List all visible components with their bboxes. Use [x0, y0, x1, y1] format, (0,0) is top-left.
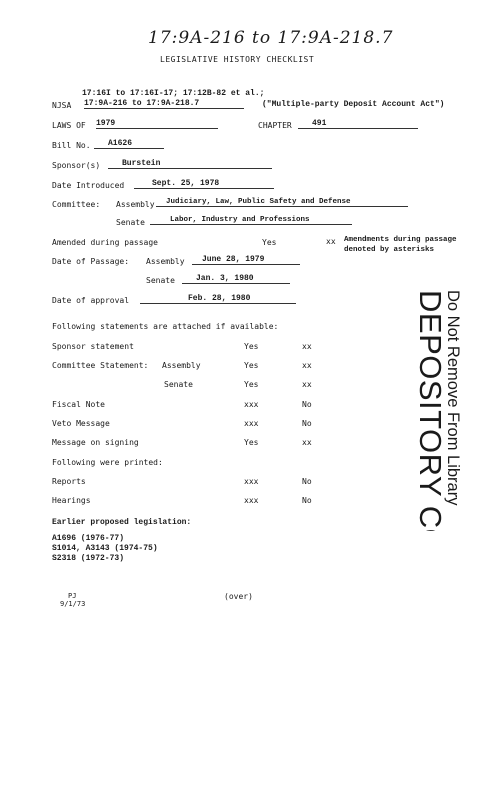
njsa-value: 17:9A-216 to 17:9A-218.7: [84, 99, 244, 109]
over-note: (over): [224, 592, 253, 601]
depository-stamp: [360, 286, 480, 531]
hearings-label: Hearings: [52, 496, 91, 505]
committee-senate-label: Senate: [116, 218, 145, 227]
veto-message-label: Veto Message: [52, 419, 110, 428]
committee-statement-senate-yes: Yes: [244, 380, 259, 389]
passage-assembly-label: Assembly: [146, 257, 185, 266]
fiscal-note-label: Fiscal Note: [52, 400, 105, 409]
handwritten-statute-range: 17:9A-216 to 17:9A-218.7: [148, 28, 394, 48]
committee-assembly-value: Judiciary, Law, Public Safety and Defense: [156, 198, 408, 207]
passage-senate-value: Jan. 3, 1980: [182, 274, 290, 284]
laws-of-label: LAWS OF: [52, 121, 86, 130]
njsa-label: NJSA: [52, 101, 72, 110]
committee-label: Committee:: [52, 200, 101, 209]
reports-no: No: [302, 477, 312, 486]
footer-date: 9/1/73: [60, 600, 86, 608]
earlier-legislation-item: A1696 (1976-77): [52, 534, 125, 543]
chapter-number: 491: [298, 119, 418, 129]
amended-note-line1: Amendments during passage: [344, 236, 457, 244]
bill-number: A1626: [94, 139, 164, 149]
approval-value: Feb. 28, 1980: [140, 294, 296, 304]
stamp-line-2: Do Not Remove From Library: [444, 290, 462, 506]
amended-note-line2: denoted by asterisks: [344, 246, 435, 254]
committee-statement-label: Committee Statement:: [52, 361, 149, 370]
hearings-yes: xxx: [244, 496, 259, 505]
stamp-line-1: DEPOSITORY COPY: [413, 290, 448, 531]
statute-refs-line: 17:16I to 17:16I-17; 17:12B-82 et al.;: [82, 89, 265, 98]
amended-no-struck: xx: [326, 237, 336, 246]
amended-yes: Yes: [262, 238, 277, 247]
hearings-no: No: [302, 496, 312, 505]
committee-statement-senate-label: Senate: [164, 380, 193, 389]
sponsor-statement-label: Sponsor statement: [52, 342, 134, 351]
committee-senate-value: Labor, Industry and Professions: [150, 216, 352, 225]
veto-message-yes: xxx: [244, 419, 259, 428]
committee-assembly-label: Assembly: [116, 200, 155, 209]
earlier-legislation-item: S1014, A3143 (1974-75): [52, 544, 158, 553]
message-on-signing-yes: Yes: [244, 438, 259, 447]
date-introduced-value: Sept. 25, 1978: [134, 179, 274, 189]
act-name: ("Multiple-party Deposit Account Act"): [262, 100, 445, 109]
sponsor-statement-no: xx: [302, 342, 312, 351]
earlier-legislation-item: S2318 (1972-73): [52, 554, 125, 563]
printed-heading: Following were printed:: [52, 458, 163, 467]
footer-initials: PJ: [68, 592, 77, 600]
laws-year: 1979: [96, 119, 218, 129]
earlier-legislation-heading: Earlier proposed legislation:: [52, 518, 192, 527]
page-title: LEGISLATIVE HISTORY CHECKLIST: [160, 55, 315, 64]
date-introduced-label: Date Introduced: [52, 181, 125, 190]
chapter-label: CHAPTER: [258, 121, 292, 130]
fiscal-note-yes: xxx: [244, 400, 259, 409]
fiscal-note-no: No: [302, 400, 312, 409]
approval-label: Date of approval: [52, 296, 130, 305]
committee-statement-assembly-no: xx: [302, 361, 312, 370]
reports-label: Reports: [52, 477, 86, 486]
statements-heading: Following statements are attached if available:: [52, 322, 279, 331]
sponsor-label: Sponsor(s): [52, 161, 101, 170]
reports-yes: xxx: [244, 477, 259, 486]
amended-label: Amended during passage: [52, 238, 158, 247]
committee-statement-assembly-yes: Yes: [244, 361, 259, 370]
sponsor-value: Burstein: [108, 159, 272, 169]
bill-label: Bill No.: [52, 141, 91, 150]
committee-statement-senate-no: xx: [302, 380, 312, 389]
committee-statement-assembly-label: Assembly: [162, 361, 201, 370]
message-on-signing-label: Message on signing: [52, 438, 139, 447]
passage-label: Date of Passage:: [52, 257, 130, 266]
passage-assembly-value: June 28, 1979: [192, 255, 300, 265]
message-on-signing-no: xx: [302, 438, 312, 447]
passage-senate-label: Senate: [146, 276, 175, 285]
sponsor-statement-yes: Yes: [244, 342, 259, 351]
veto-message-no: No: [302, 419, 312, 428]
